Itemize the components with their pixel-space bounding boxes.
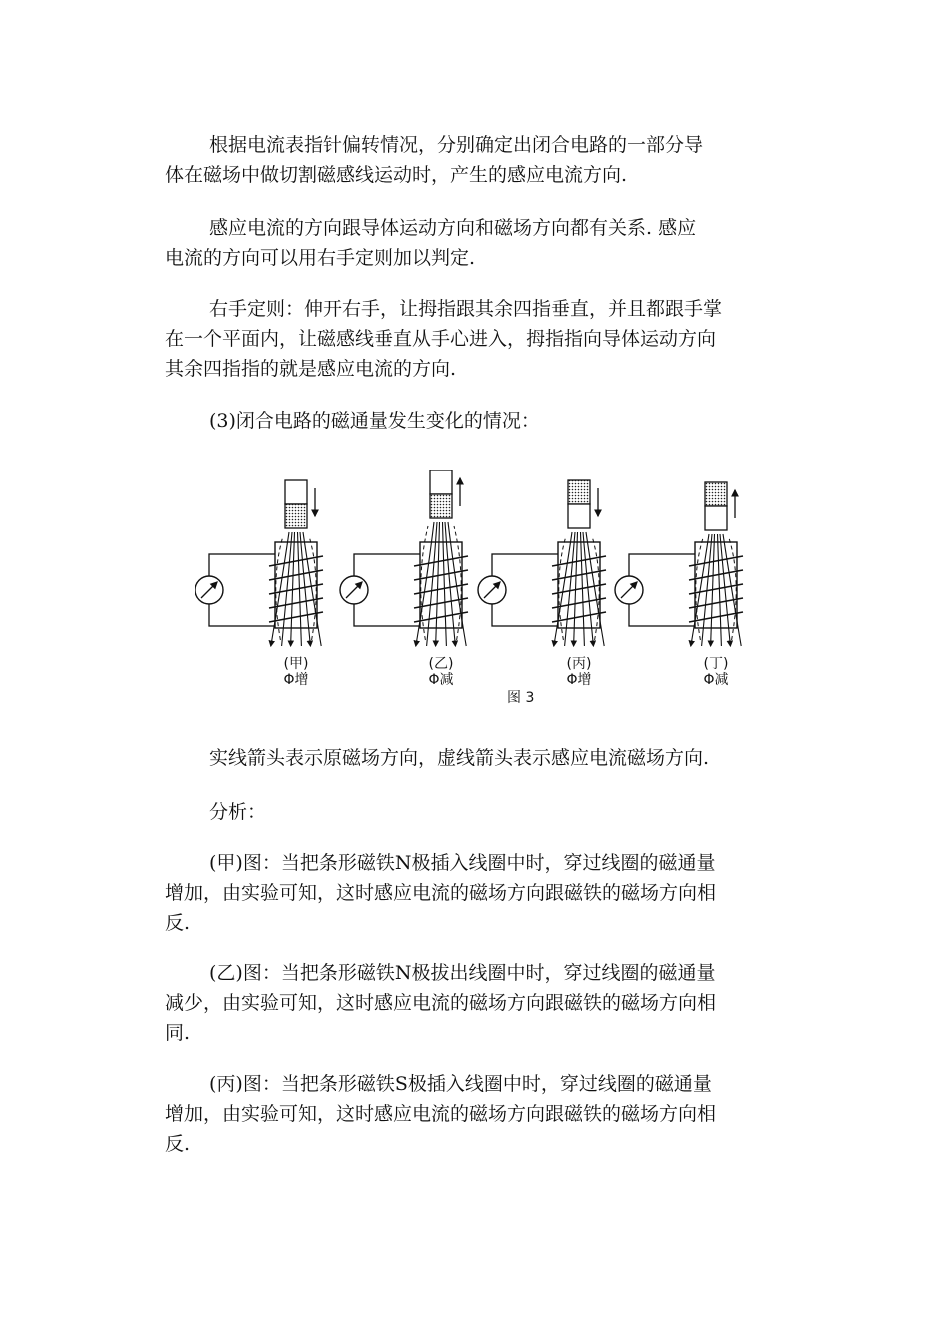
text-line: 电流的方向可以用右手定则加以判定. xyxy=(165,247,476,269)
text-line: (丙)图：当把条形磁铁S极插入线圈中时，穿过线圈的磁通量 xyxy=(209,1073,712,1095)
paragraph-5 xyxy=(165,743,795,773)
paragraph-2 xyxy=(165,213,795,273)
flux-label: Φ减 xyxy=(703,672,729,688)
flux-label: Φ增 xyxy=(566,672,592,688)
magnet-upper-pole xyxy=(705,482,727,506)
text-line: 同. xyxy=(165,1022,191,1044)
magnet-lower-pole xyxy=(568,504,590,528)
panel-0 xyxy=(195,480,323,688)
coil-frame xyxy=(420,542,462,628)
panel-1 xyxy=(340,470,468,688)
paragraph-1 xyxy=(165,130,795,190)
magnet-lower-pole xyxy=(430,494,452,518)
text-line: 增加，由实验可知，这时感应电流的磁场方向跟磁铁的磁场方向相 xyxy=(165,1103,717,1125)
text-line: 右手定则：伸开右手，让拇指跟其余四指垂直，并且都跟手掌 xyxy=(209,298,723,320)
magnet-upper-pole xyxy=(285,480,307,504)
panel-label: (丙) xyxy=(566,656,592,672)
paragraph-3 xyxy=(165,294,795,384)
flux-label: Φ增 xyxy=(283,672,309,688)
flux-label: Φ减 xyxy=(428,672,454,688)
text-line: 其余四指指的就是感应电流的方向. xyxy=(165,358,457,380)
magnet-lower-pole xyxy=(285,504,307,528)
panel-2 xyxy=(478,480,606,688)
text-line: 感应电流的方向跟导体运动方向和磁场方向都有关系. 感应 xyxy=(209,217,697,239)
figure-caption: 图 3 xyxy=(507,690,535,706)
paragraph-8 xyxy=(165,958,795,1048)
text-line: 反. xyxy=(165,1133,191,1155)
panel-label: (甲) xyxy=(283,656,309,672)
text-line: 减少，由实验可知，这时感应电流的磁场方向跟磁铁的磁场方向相 xyxy=(165,992,717,1014)
text-line: 体在磁场中做切割磁感线运动时，产生的感应电流方向. xyxy=(165,164,628,186)
magnet-upper-pole xyxy=(430,470,452,494)
panel-label: (丁) xyxy=(703,656,729,672)
text-line: (甲)图：当把条形磁铁N极插入线圈中时，穿过线圈的磁通量 xyxy=(209,852,716,874)
text-line: 增加，由实验可知，这时感应电流的磁场方向跟磁铁的磁场方向相 xyxy=(165,882,717,904)
text-line: 根据电流表指针偏转情况，分别确定出闭合电路的一部分导 xyxy=(209,134,704,156)
paragraph-7 xyxy=(165,848,795,938)
paragraph-9 xyxy=(165,1069,795,1159)
panel-label: (乙) xyxy=(428,656,454,672)
paragraph-4 xyxy=(165,406,795,436)
panel-3 xyxy=(615,482,743,688)
text-line: (乙)图：当把条形磁铁N极拔出线圈中时，穿过线圈的磁通量 xyxy=(209,962,716,984)
text-line: 分析： xyxy=(209,801,267,823)
paragraph-6 xyxy=(165,797,795,827)
magnet-lower-pole xyxy=(705,506,727,530)
text-line: 在一个平面内，让磁感线垂直从手心进入，拇指指向导体运动方向 xyxy=(165,328,717,350)
magnet-upper-pole xyxy=(568,480,590,504)
text-line: (3)闭合电路的磁通量发生变化的情况： xyxy=(209,410,540,432)
text-line: 实线箭头表示原磁场方向，虚线箭头表示感应电流磁场方向. xyxy=(209,747,710,769)
text-line: 反. xyxy=(165,912,191,934)
induction-figure xyxy=(195,470,755,710)
